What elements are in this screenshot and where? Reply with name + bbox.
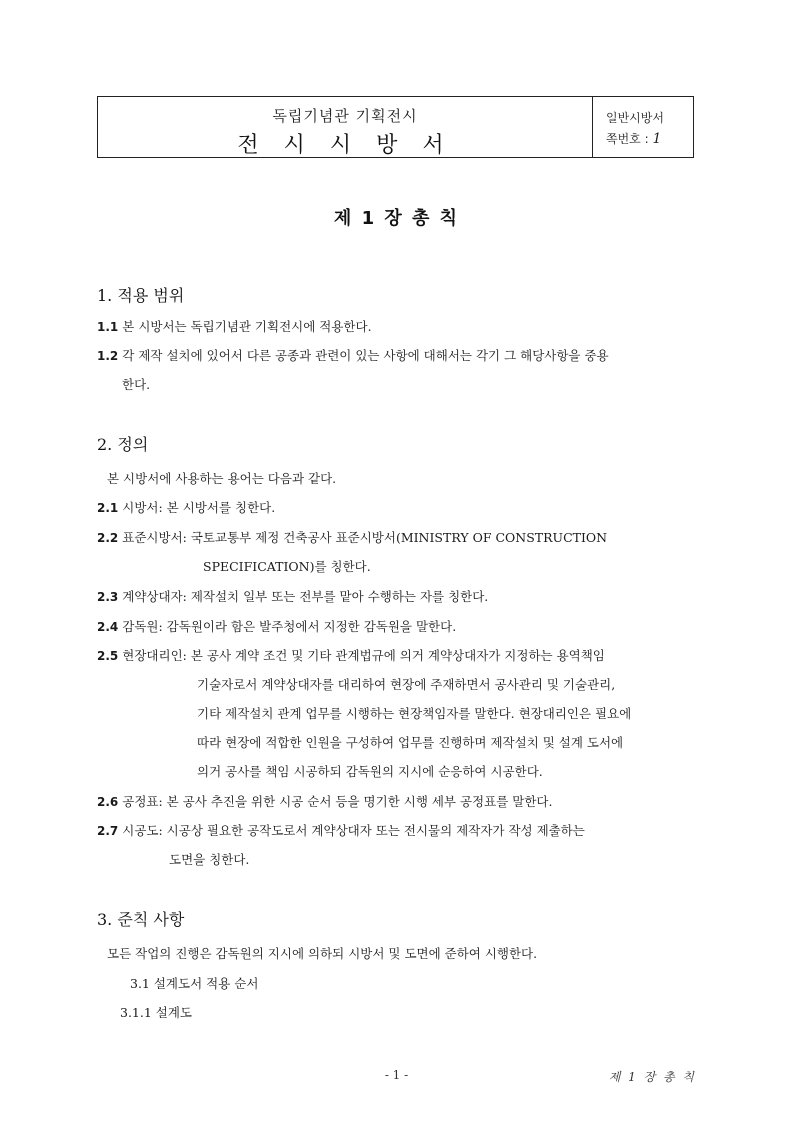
section-3-intro: 모든 작업의 진행은 감독원의 지시에 의하되 시방서 및 도면에 준하여 시행한다. — [107, 946, 538, 961]
header-info-cell — [593, 97, 693, 157]
page-number-label: 쪽번호 : — [606, 132, 649, 146]
item-number: 2.3 — [97, 590, 119, 604]
item-text: 본 시방서는 독립기념관 기획전시에 적용한다. — [122, 319, 372, 334]
item-2-4 — [97, 617, 456, 635]
item-number: 2.6 — [97, 795, 119, 809]
section-2-heading — [97, 432, 148, 455]
item-1-1 — [97, 317, 372, 335]
subsection-3-1-1: 3.1.1 설계도 — [120, 1005, 193, 1020]
item-2-3 — [97, 587, 488, 605]
item-1-2 — [97, 346, 609, 364]
section-3-title: 준칙 사항 — [117, 910, 185, 929]
item-text: 표준시방서: 국토교통부 제정 건축공사 표준시방서(MINISTRY OF CONSTRUCTION — [122, 530, 608, 545]
header-box — [97, 96, 694, 158]
item-2-2-continuation: SPECIFICATION)를 칭한다. — [203, 559, 371, 574]
item-text: 공정표: 본 공사 추진을 위한 시공 순서 등을 명기한 시행 세부 공정표를 말한다. — [122, 794, 553, 809]
item-2-7-continuation: 도면을 칭한다. — [169, 852, 250, 867]
section-2-intro: 본 시방서에 사용하는 용어는 다음과 같다. — [107, 471, 337, 486]
section-2-number: 2. — [97, 435, 113, 454]
doc-type: 일반시방서 — [606, 111, 664, 125]
item-2-5-continuation-2: 기타 제작설치 관계 업무를 시행하는 현장책임자를 말한다. 현장대리인은 필요에 — [197, 706, 632, 721]
item-2-2 — [97, 528, 607, 546]
subsection-3-1: 3.1 설계도서 적용 순서 — [130, 976, 259, 991]
item-number: 2.2 — [97, 531, 119, 545]
section-3-number: 3. — [97, 910, 113, 929]
section-2-title: 정의 — [117, 435, 149, 454]
item-2-1 — [97, 498, 275, 516]
item-text: 각 제작 설치에 있어서 다른 공종과 관련이 있는 사항에 대해서는 각기 그 해당사항을 중용 — [122, 348, 609, 363]
item-2-5 — [97, 646, 605, 664]
page-number-row — [606, 130, 693, 151]
page-number-value: 1 — [652, 131, 662, 147]
footer-page-number: - 1 - — [384, 1068, 409, 1082]
section-1-title: 적용 범위 — [117, 286, 185, 305]
item-number: 2.4 — [97, 620, 119, 634]
item-2-5-continuation-3: 따라 현장에 적합한 인원을 구성하여 업무를 진행하며 제작설치 및 설계 도서에 — [197, 735, 624, 750]
header-title: 전 시 시 방 서 — [237, 133, 453, 158]
section-3-heading — [97, 907, 184, 930]
section-1-heading — [97, 283, 184, 306]
section-1-number: 1. — [97, 286, 113, 305]
header-title-cell — [98, 97, 593, 157]
item-2-5-continuation-1: 기술자로서 계약상대자를 대리하여 현장에 주재하면서 공사관리 및 기술관리, — [197, 677, 616, 692]
item-number: 1.2 — [97, 349, 119, 363]
header-subtitle: 독립기념관 기획전시 — [272, 107, 418, 125]
item-text: 계약상대자: 제작설치 일부 또는 전부를 맡아 수행하는 자를 칭한다. — [122, 589, 489, 604]
chapter-title: 제 1 장 총 칙 — [333, 208, 460, 229]
item-number: 2.1 — [97, 501, 119, 515]
item-text: 현장대리인: 본 공사 계약 조건 및 기타 관계법규에 의거 계약상대자가 지정하는 용역책임 — [122, 648, 605, 663]
item-text: 감독원: 감독원이라 함은 발주청에서 지정한 감독원을 말한다. — [122, 619, 457, 634]
item-text: 시공도: 시공상 필요한 공작도로서 계약상대자 또는 전시물의 제작자가 작성 제출하는 — [122, 823, 585, 838]
item-number: 2.7 — [97, 824, 119, 838]
item-2-6 — [97, 792, 552, 810]
footer-chapter: 제 1 장 총 칙 — [608, 1070, 696, 1084]
item-1-2-continuation: 한다. — [122, 377, 151, 392]
item-2-7 — [97, 821, 585, 839]
item-text: 시방서: 본 시방서를 칭한다. — [122, 500, 276, 515]
item-number: 2.5 — [97, 649, 119, 663]
item-number: 1.1 — [97, 320, 119, 334]
item-2-5-continuation-4: 의거 공사를 책임 시공하되 감독원의 지시에 순응하여 시공한다. — [197, 764, 543, 779]
